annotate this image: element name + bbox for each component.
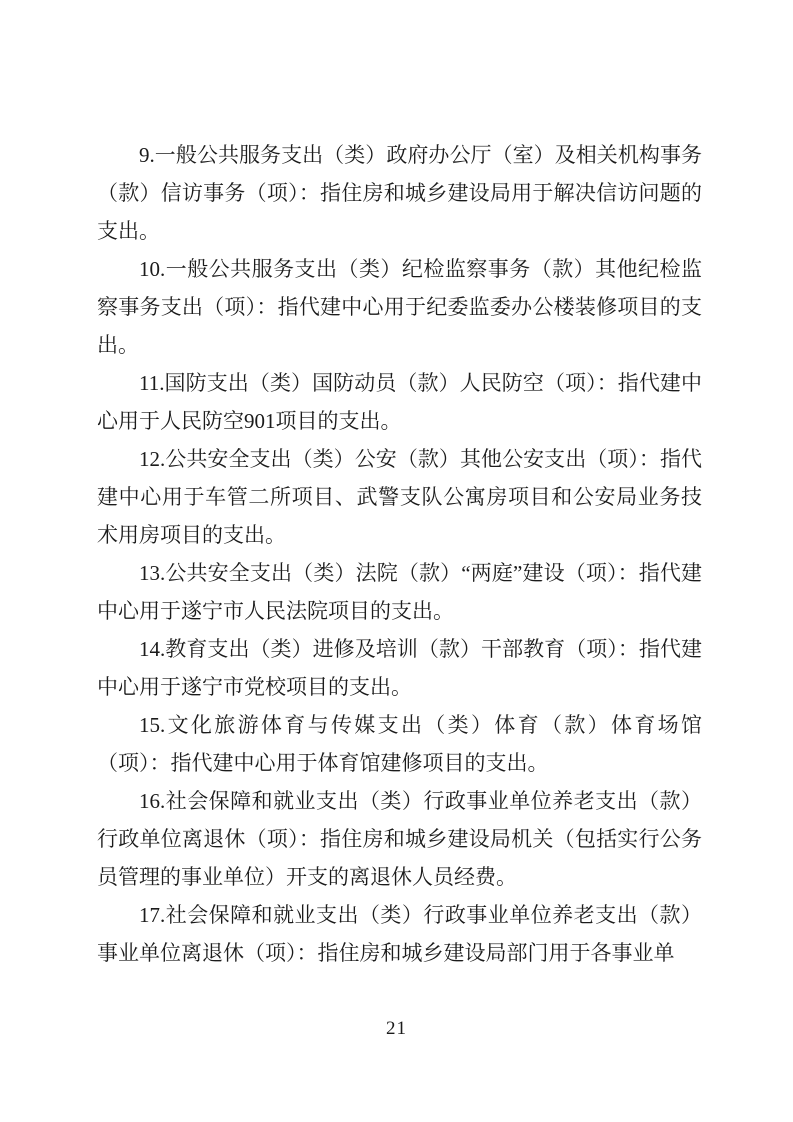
page-number: 21: [386, 1018, 407, 1039]
paragraph-item-12: 12.公共安全支出（类）公安（款）其他公安支出（项）：指代建中心用于车管二所项目、武警支队公寓房项目和公安局业务技术用房项目的支出。: [97, 447, 702, 547]
page-footer: [0, 1018, 793, 1040]
document-body: [97, 136, 702, 972]
paragraph-item-10: 10.一般公共服务支出（类）纪检监察事务（款）其他纪检监察事务支出（项）：指代建中心用于纪委监委办公楼装修项目的支出。: [97, 257, 702, 357]
paragraph-item-9: 9.一般公共服务支出（类）政府办公厅（室）及相关机构事务（款）信访事务（项）：指住房和城乡建设局用于解决信访问题的支出。: [97, 143, 702, 243]
paragraph-item-13: 13.公共安全支出（类）法院（款）“两庭”建设（项）：指代建中心用于遂宁市人民法院项目的支出。: [97, 561, 702, 623]
paragraph-item-11: 11.国防支出（类）国防动员（款）人民防空（项）：指代建中心用于人民防空901项目的支出。: [97, 371, 702, 433]
paragraph-item-14: 14.教育支出（类）进修及培训（款）干部教育（项）：指代建中心用于遂宁市党校项目的支出。: [97, 637, 702, 699]
paragraph-item-17: 17.社会保障和就业支出（类）行政事业单位养老支出（款）事业单位离退休（项）：指住房和城乡建设局部门用于各事业单: [97, 903, 702, 965]
paragraph-item-15: 15.文化旅游体育与传媒支出（类）体育（款）体育场馆（项）：指代建中心用于体育馆建修项目的支出。: [97, 713, 702, 775]
paragraph-item-16: 16.社会保障和就业支出（类）行政事业单位养老支出（款）行政单位离退休（项）：指住房和城乡建设局机关（包括实行公务员管理的事业单位）开支的离退休人员经费。: [97, 789, 702, 889]
